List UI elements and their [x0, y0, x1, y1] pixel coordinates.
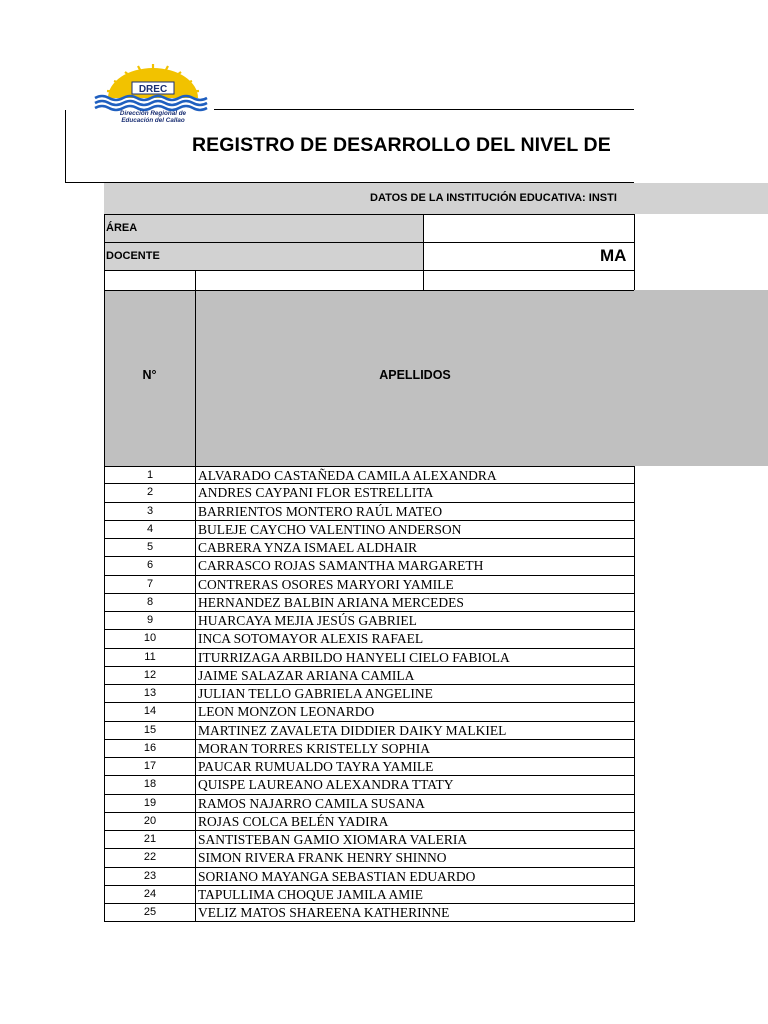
blank-cell[interactable]: [104, 270, 196, 291]
blank-cell[interactable]: [423, 270, 635, 291]
table-row[interactable]: [104, 740, 635, 758]
area-value-cell[interactable]: [423, 214, 635, 243]
table-row[interactable]: [104, 849, 635, 867]
student-name: MORAN TORRES KRISTELLY SOPHIA: [198, 740, 431, 756]
table-row[interactable]: [104, 484, 635, 502]
student-name: HUARCAYA MEJIA JESÚS GABRIEL: [198, 613, 417, 628]
column-header-number: N°: [142, 368, 157, 382]
drec-logo-emblem-icon: [90, 62, 216, 112]
student-name: BARRIENTOS MONTERO RAÚL MATEO: [198, 503, 443, 519]
student-name: JULIAN TELLO GABRIELA ANGELINE: [198, 686, 433, 701]
area-label: ÁREA: [104, 214, 424, 243]
page-title: REGISTRO DE DESARROLLO DEL NIVEL DE: [192, 134, 611, 156]
student-name: CARRASCO ROJAS SAMANTHA MARGARETH: [198, 558, 484, 574]
row-number: 18: [105, 776, 196, 793]
row-number: 3: [105, 503, 196, 520]
student-table: [104, 466, 635, 922]
student-name: HERNANDEZ BALBIN ARIANA MERCEDES: [198, 594, 464, 610]
column-header-apellidos: APELLIDOS: [379, 368, 451, 382]
student-name: ITURRIZAGA ARBILDO HANYELI CIELO FABIOLA: [198, 649, 510, 665]
student-name: TAPULLIMA CHOQUE JAMILA AMIE: [198, 886, 424, 902]
student-name: VELIZ MATOS SHAREENA KATHERINNE: [198, 905, 450, 920]
row-number: 19: [105, 795, 196, 812]
row-number: 9: [105, 612, 196, 629]
row-number: 4: [105, 521, 196, 538]
student-name: CONTRERAS OSORES MARYORI YAMILE: [198, 576, 454, 592]
table-row[interactable]: [104, 557, 635, 575]
logo-caption-line1: Dirección Regional de: [119, 110, 187, 117]
table-row[interactable]: [104, 813, 635, 831]
table-row[interactable]: [104, 649, 635, 667]
row-number: 2: [105, 484, 196, 501]
logo-acronym: DREC: [138, 84, 168, 95]
table-row[interactable]: [104, 886, 635, 904]
table-row[interactable]: [104, 576, 635, 594]
row-number: 1: [105, 467, 196, 483]
student-name: SORIANO MAYANGA SEBASTIAN EDUARDO: [198, 868, 476, 884]
row-number: 21: [105, 831, 196, 848]
student-name: SANTISTEBAN GAMIO XIOMARA VALERIA: [198, 832, 468, 847]
header-top-border: [214, 109, 634, 110]
table-row[interactable]: [104, 831, 635, 849]
institution-label: DATOS DE LA INSTITUCIÓN EDUCATIVA: INSTI: [370, 192, 617, 204]
table-row[interactable]: [104, 703, 635, 721]
row-number: 15: [105, 722, 196, 739]
row-number: 13: [105, 685, 196, 702]
table-row[interactable]: [104, 722, 635, 740]
row-number: 20: [105, 813, 196, 830]
row-number: 5: [105, 539, 196, 556]
student-name: JAIME SALAZAR ARIANA CAMILA: [198, 667, 415, 683]
row-number: 25: [105, 904, 196, 921]
student-name: RAMOS NAJARRO CAMILA SUSANA: [198, 795, 425, 811]
docente-value-text: MA: [600, 246, 627, 265]
table-row[interactable]: [104, 630, 635, 648]
table-row[interactable]: [104, 868, 635, 886]
student-name: ROJAS COLCA BELÉN YADIRA: [198, 813, 389, 829]
student-name: ALVARADO CASTAÑEDA CAMILA ALEXANDRA: [198, 468, 497, 483]
row-number: 12: [105, 667, 196, 684]
table-row[interactable]: [104, 795, 635, 813]
header-divider: [104, 290, 634, 291]
row-number: 22: [105, 849, 196, 866]
table-row[interactable]: [104, 776, 635, 794]
row-number: 7: [105, 576, 196, 593]
table-row[interactable]: [104, 594, 635, 612]
student-name: SIMON RIVERA FRANK HENRY SHINNO: [198, 850, 447, 866]
table-row[interactable]: [104, 539, 635, 557]
table-row[interactable]: [104, 466, 635, 484]
table-row[interactable]: [104, 521, 635, 539]
docente-label: DOCENTE: [104, 242, 424, 271]
student-name: INCA SOTOMAYOR ALEXIS RAFAEL: [198, 631, 424, 647]
student-name: MARTINEZ ZAVALETA DIDDIER DAIKY MALKIEL: [198, 722, 507, 738]
row-number: 6: [105, 557, 196, 574]
student-name: BULEJE CAYCHO VALENTINO ANDERSON: [198, 521, 462, 537]
table-row[interactable]: [104, 612, 635, 630]
table-row[interactable]: [104, 904, 635, 922]
row-number: 8: [105, 594, 196, 611]
student-name: LEON MONZON LEONARDO: [198, 704, 375, 720]
table-row[interactable]: [104, 667, 635, 685]
logo-caption-line2: Educación del Callao: [121, 117, 185, 124]
table-row[interactable]: [104, 685, 635, 703]
row-number: 16: [105, 740, 196, 757]
row-number: 14: [105, 703, 196, 720]
row-number: 23: [105, 868, 196, 885]
student-name: PAUCAR RUMUALDO TAYRA YAMILE: [198, 759, 434, 774]
row-number: 17: [105, 758, 196, 775]
table-row[interactable]: [104, 503, 635, 521]
student-name: ANDRES CAYPANI FLOR ESTRELLITA: [198, 485, 434, 501]
row-number: 11: [105, 649, 196, 666]
student-name: QUISPE LAUREANO ALEXANDRA TTATY: [198, 777, 454, 793]
row-number: 10: [105, 630, 196, 647]
table-row[interactable]: [104, 758, 635, 776]
student-name: CABRERA YNZA ISMAEL ALDHAIR: [198, 540, 418, 555]
blank-cell[interactable]: [195, 270, 424, 291]
row-number: 24: [105, 886, 196, 903]
